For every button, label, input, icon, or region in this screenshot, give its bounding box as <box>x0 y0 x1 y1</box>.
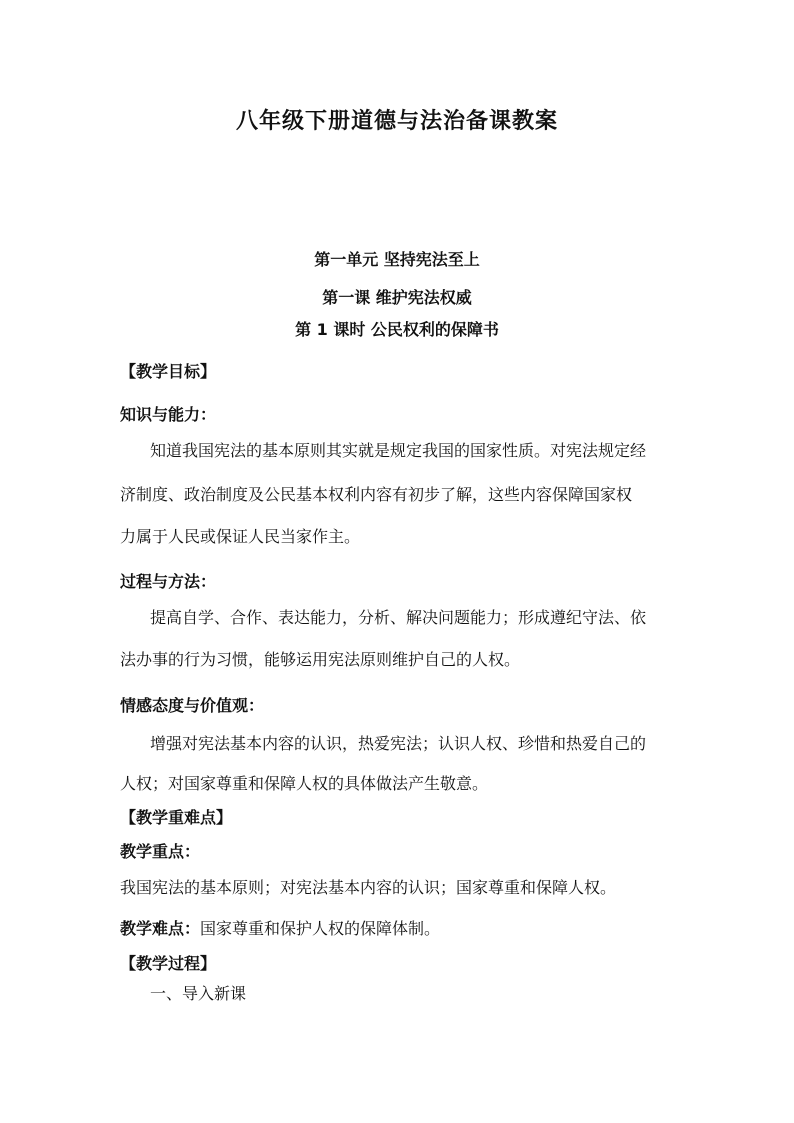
subheader-process: 过程与方法： <box>120 572 217 591</box>
paragraph-line: 提高自学、合作、表达能力，分析、解决问题能力；形成遵纪守法、依 <box>150 608 647 627</box>
document-title: 八年级下册道德与法治备课教案 <box>235 109 558 134</box>
paragraph-line: 人权；对国家尊重和保障人权的具体做法产生敬意。 <box>120 774 489 793</box>
difficult-points-label: 教学难点： <box>120 919 201 938</box>
section-header-key-difficult: 【教学重难点】 <box>120 808 233 827</box>
step-intro: 一、导入新课 <box>150 984 247 1003</box>
paragraph-line: 法办事的行为习惯，能够运用宪法原则维护自己的人权。 <box>120 650 521 669</box>
difficult-points-text: 国家尊重和保护人权的保障体制。 <box>200 919 441 938</box>
key-points-text: 我国宪法的基本原则；对宪法基本内容的认识；国家尊重和保障人权。 <box>120 878 617 897</box>
section-header-goals: 【教学目标】 <box>120 362 217 381</box>
paragraph-line: 济制度、政治制度及公民基本权利内容有初步了解，这些内容保障国家权 <box>120 485 633 504</box>
unit-heading: 第一单元 坚持宪法至上 <box>314 250 480 269</box>
difficult-points-line <box>120 921 440 937</box>
subheader-knowledge: 知识与能力： <box>120 405 217 424</box>
section-header-teaching-process: 【教学过程】 <box>120 954 217 973</box>
subheader-key-points: 教学重点： <box>120 842 201 861</box>
period-heading: 第 1 课时 公民权利的保障书 <box>295 320 499 339</box>
paragraph-line: 增强对宪法基本内容的认识，热爱宪法；认识人权、珍惜和热爱自己的 <box>150 734 647 753</box>
subheader-attitude: 情感态度与价值观： <box>120 696 265 715</box>
paragraph-line: 知道我国宪法的基本原则其实就是规定我国的国家性质。对宪法规定经 <box>150 441 647 460</box>
lesson-heading: 第一课 维护宪法权威 <box>322 288 472 307</box>
paragraph-line: 力属于人民或保证人民当家作主。 <box>120 527 361 546</box>
